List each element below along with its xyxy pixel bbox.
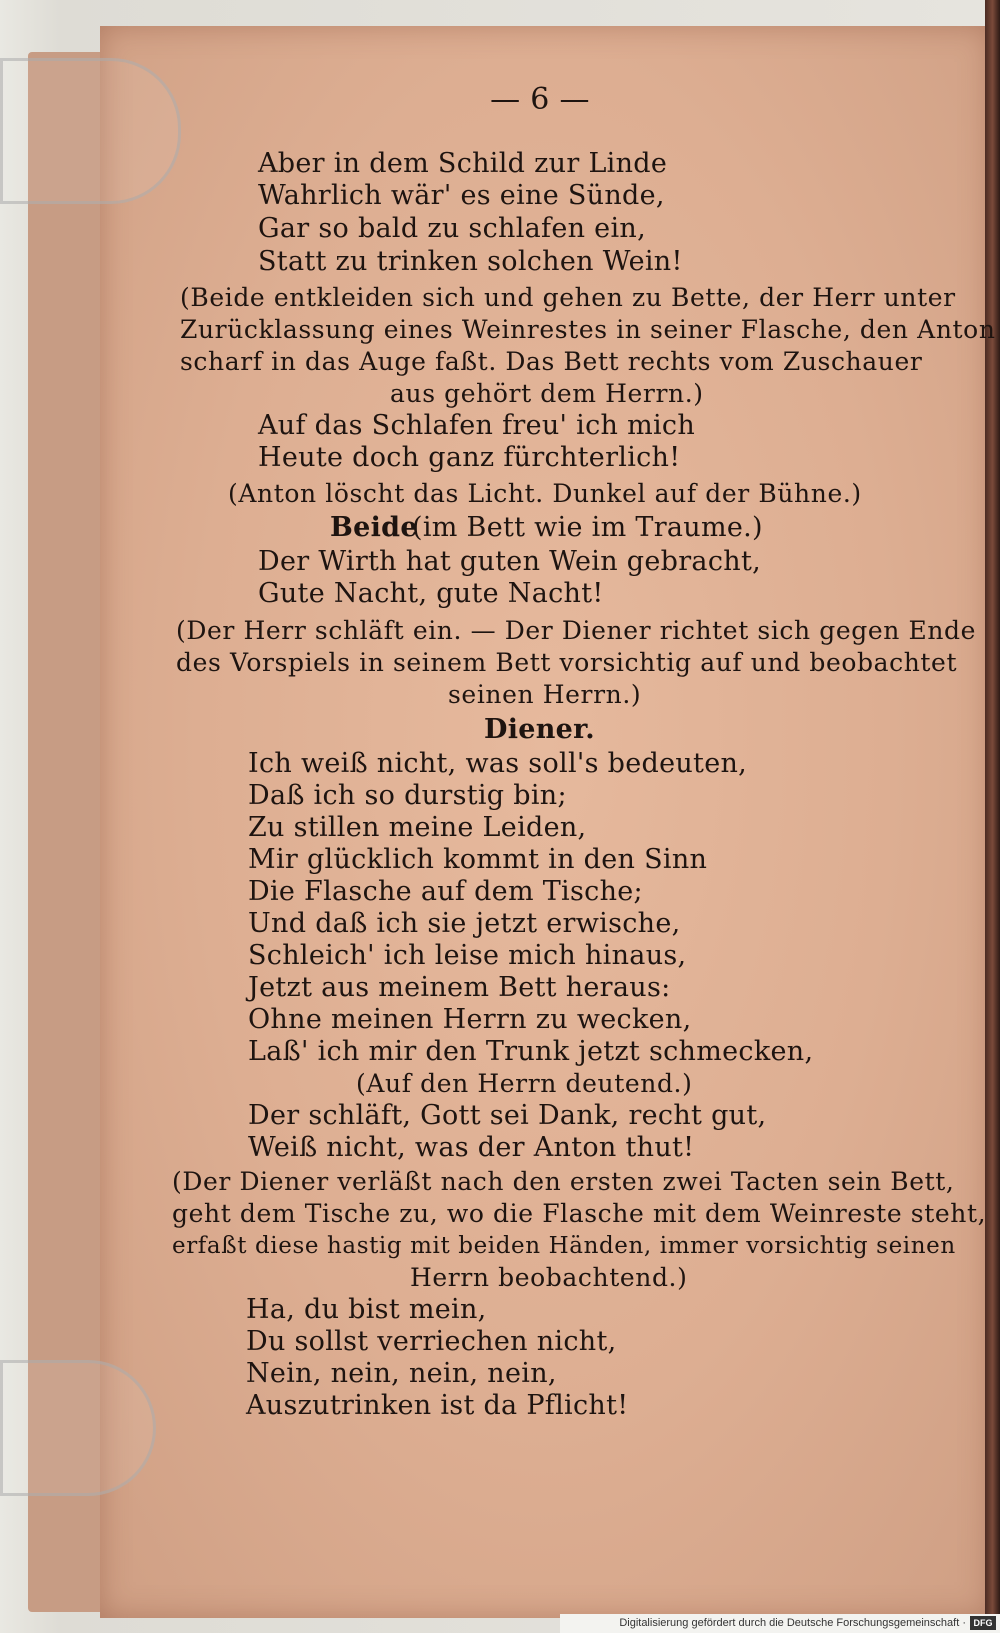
verse-line: Ohne meinen Herrn zu wecken, <box>248 1004 692 1035</box>
verse-line: Laß' ich mir den Trunk jetzt schmecken, <box>248 1036 814 1067</box>
verse-line: Auf das Schlafen freu' ich mich <box>258 410 696 441</box>
verse-line: Aber in dem Schild zur Linde <box>258 148 668 179</box>
stage-direction-line: seinen Herrn.) <box>448 680 642 709</box>
funding-credit: Digitalisierung gefördert durch die Deutsche Forschungsgemeinschaft · <box>560 1614 1000 1633</box>
verse-line: Zu stillen meine Leiden, <box>248 812 587 843</box>
verse-line: Die Flasche auf dem Tische; <box>248 876 643 907</box>
stage-direction-line: erfaßt diese hastig mit beiden Händen, immer vorsichtig seinen <box>172 1233 956 1259</box>
verse-line: Nein, nein, nein, nein, <box>246 1358 557 1389</box>
verse-line: Du sollst verriechen nicht, <box>246 1326 617 1357</box>
verse-line: Jetzt aus meinem Bett heraus: <box>248 972 671 1003</box>
stage-direction-line: scharf in das Auge faßt. Das Bett rechts vom Zuschauer <box>180 347 923 376</box>
verse-line: Gar so bald zu schlafen ein, <box>258 213 646 244</box>
page-number: — 6 — <box>490 82 590 117</box>
verse-line: Der schläft, Gott sei Dank, recht gut, <box>248 1100 767 1131</box>
stage-direction-line: (Auf den Herrn deutend.) <box>356 1069 693 1098</box>
stage-direction-line: aus gehört dem Herrn.) <box>390 379 704 408</box>
stage-direction-line: (Der Diener verläßt nach den ersten zwei Tacten sein Bett, <box>172 1167 955 1196</box>
stage-direction-line: (im Bett wie im Traume.) <box>412 512 763 543</box>
stage-direction-line: Zurücklassung eines Weinrestes in seiner Flasche, den Anton <box>180 315 996 344</box>
verse-line: Statt zu trinken solchen Wein! <box>258 246 683 277</box>
verse-line: Schleich' ich leise mich hinaus, <box>248 940 687 971</box>
verse-line: Daß ich so durstig bin; <box>248 780 567 811</box>
stage-direction-line: geht dem Tische zu, wo die Flasche mit dem Weinreste steht, <box>172 1199 987 1228</box>
verse-line: Der Wirth hat guten Wein gebracht, <box>258 546 761 577</box>
verse-line: Weiß nicht, was der Anton thut! <box>248 1132 695 1163</box>
dfg-logo: DFG <box>970 1616 996 1630</box>
verse-line: Ha, du bist mein, <box>246 1294 487 1325</box>
verse-line: Ich weiß nicht, was soll's bedeuten, <box>248 748 748 779</box>
verse-line: Mir glücklich kommt in den Sinn <box>248 844 708 875</box>
verse-line: Und daß ich sie jetzt erwische, <box>248 908 681 939</box>
stage-direction-line: (Anton löscht das Licht. Dunkel auf der Bühne.) <box>228 479 862 508</box>
verse-line: Wahrlich wär' es eine Sünde, <box>258 180 665 211</box>
stage-direction-line: (Der Herr schläft ein. — Der Diener richtet sich gegen Ende <box>176 616 977 645</box>
stage-direction-line: Herrn beobachtend.) <box>410 1263 688 1292</box>
stage-direction-line: (Beide entkleiden sich und gehen zu Bette, der Herr unter <box>180 283 956 312</box>
speaker-name: Diener. <box>484 714 595 745</box>
verse-line: Heute doch ganz fürchterlich! <box>258 442 681 473</box>
verse-line: Gute Nacht, gute Nacht! <box>258 578 604 609</box>
speaker-name: Beide <box>330 512 418 543</box>
verse-line: Auszutrinken ist da Pflicht! <box>246 1390 629 1421</box>
stage-direction-line: des Vorspiels in seinem Bett vorsichtig auf und beobachtet <box>176 648 958 677</box>
